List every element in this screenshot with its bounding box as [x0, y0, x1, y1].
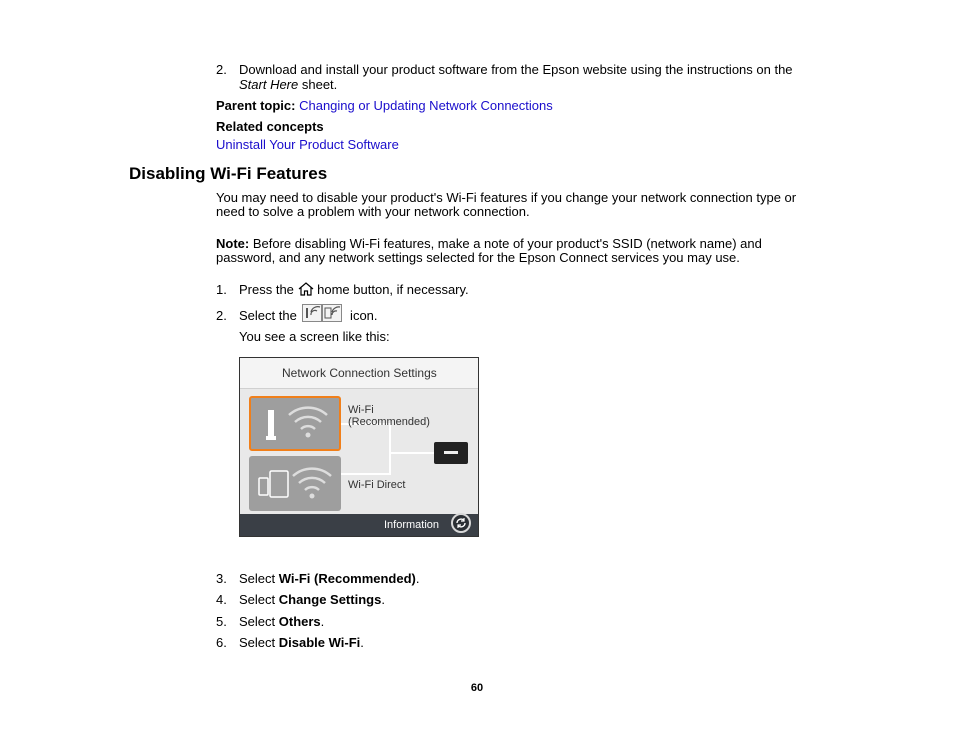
step-text: home button, if necessary.: [313, 282, 469, 297]
step-text: Select the: [239, 308, 301, 323]
step-text: Select: [239, 635, 279, 650]
step-6-text: [239, 635, 364, 650]
step-text: Select: [239, 614, 279, 629]
related-heading-text: Related concepts: [216, 119, 324, 134]
step-text: .: [381, 592, 385, 607]
step-text-line2: [239, 77, 337, 92]
step-text: Press the: [239, 282, 298, 297]
router-icon: [251, 398, 339, 449]
parent-topic: [216, 98, 553, 113]
step-option: Change Settings: [278, 592, 382, 607]
wifi-label-1: Wi-Fi: [348, 404, 374, 416]
step-number: 3.: [216, 571, 227, 586]
step-text: .: [415, 571, 420, 586]
step-4-text: [239, 592, 385, 607]
step-text: Select: [239, 592, 279, 607]
step-text: .: [360, 635, 364, 650]
note-line-1: [216, 236, 762, 251]
step-5-text: [239, 614, 324, 629]
step-number: 4.: [216, 592, 227, 607]
step-3-text: [239, 571, 419, 586]
step-option: Wi-Fi (Recommended): [278, 571, 416, 586]
related-concept-link[interactable]: Uninstall Your Product Software: [216, 137, 399, 152]
devices-icon: [249, 456, 341, 511]
screen-title: Network Connection Settings: [282, 366, 437, 380]
wifi-label-2: (Recommended): [348, 416, 430, 428]
intro-line-2: need to solve a problem with your network connection.: [216, 204, 530, 219]
wifi-direct-label: Wi-Fi Direct: [348, 479, 406, 491]
step-number: 2.: [216, 62, 227, 77]
step-text: Download and install your product software from the Epson website using the instructions on the: [239, 62, 793, 77]
step-number: 2.: [216, 308, 227, 323]
wifi-recommended-tile[interactable]: [249, 396, 341, 451]
start-here-emphasis: Start Here: [239, 77, 299, 92]
note-label: Note:: [216, 236, 250, 251]
step-number: 5.: [216, 614, 227, 629]
refresh-icon[interactable]: [451, 513, 471, 533]
step-2-text: [239, 308, 378, 325]
home-icon: [298, 282, 314, 299]
intro-line-1: You may need to disable your product's Wi-Fi features if you change your network connection type or: [216, 190, 797, 205]
screen-footer: [240, 514, 478, 536]
step-option: Disable Wi-Fi: [278, 635, 361, 650]
parent-topic-link[interactable]: Changing or Updating Network Connections: [299, 98, 553, 113]
step-number: 1.: [216, 282, 227, 297]
step-text: Select: [239, 571, 279, 586]
wifi-direct-tile[interactable]: [249, 456, 341, 511]
step-option: Others: [278, 614, 321, 629]
section-title: Disabling Wi-Fi Features: [129, 164, 328, 183]
note-text: Before disabling Wi-Fi features, make a note of your product's SSID (network name) and: [249, 236, 762, 251]
related-concepts-heading: [216, 119, 324, 134]
page-number: 60: [470, 682, 484, 694]
parent-topic-label: Parent topic:: [216, 98, 296, 113]
step-1-text: [239, 282, 469, 299]
note-line-2: password, and any network settings selected for the Epson Connect services you may use.: [216, 250, 740, 265]
wifi-settings-icon: [302, 304, 342, 325]
step-2-subtext: You see a screen like this:: [239, 329, 390, 344]
network-connection-settings-screen: [239, 357, 479, 537]
step-number: 6.: [216, 635, 227, 650]
step-text: icon.: [346, 308, 378, 323]
step-text: .: [320, 614, 325, 629]
information-label: Information: [384, 519, 440, 531]
step-text-rest: sheet.: [298, 77, 338, 92]
